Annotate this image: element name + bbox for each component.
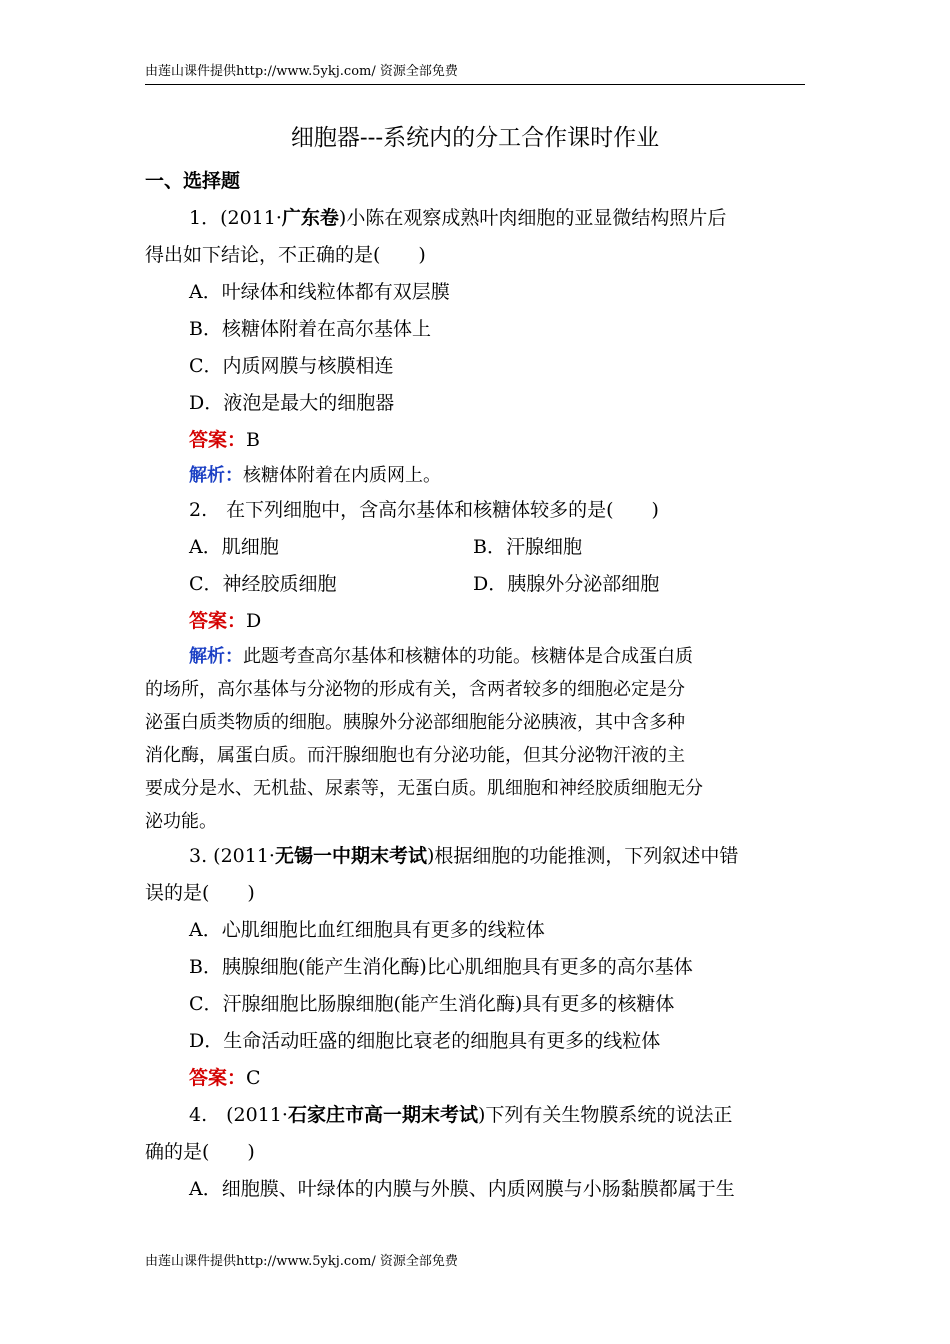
page-header: 由莲山课件提供http://www.5ykj.com/ 资源全部免费 xyxy=(145,62,805,85)
answer-label: 答案： xyxy=(189,610,247,632)
explanation-label: 解析： xyxy=(189,465,243,486)
option-d: D．液泡是最大的细胞器 xyxy=(189,392,395,414)
option-d: D．胰腺外分泌部细胞 xyxy=(473,573,660,595)
question-number: 4. (2011· xyxy=(189,1104,288,1126)
explanation-text: 泌蛋白质类物质的细胞。胰腺外分泌部细胞能分泌胰液，其中含多种 xyxy=(145,712,685,733)
page-title: 细胞器---系统内的分工合作课时作业 xyxy=(290,125,660,151)
option-a: A．细胞膜、叶绿体的内膜与外膜、内质网膜与小肠黏膜都属于生 xyxy=(189,1178,735,1200)
answer xyxy=(145,1060,807,1097)
question-1-stem xyxy=(145,200,807,237)
option-c: C．内质网膜与核膜相连 xyxy=(189,355,394,377)
option-a: A．叶绿体和线粒体都有双层膜 xyxy=(189,281,450,303)
option-a: A．肌细胞 xyxy=(189,536,279,558)
question-1-stem-cont: 得出如下结论，不正确的是( ) xyxy=(145,244,426,266)
page-footer: 由莲山课件提供http://www.5ykj.com/ 资源全部免费 xyxy=(145,1254,458,1269)
option-c: C．汗腺细胞比肠腺细胞(能产生消化酶)具有更多的核糖体 xyxy=(189,993,675,1015)
question-2-stem: 2. 在下列细胞中，含高尔基体和核糖体较多的是( ) xyxy=(189,499,659,521)
explanation-text: 此题考查高尔基体和核糖体的功能。核糖体是合成蛋白质 xyxy=(243,646,693,667)
answer-value: B xyxy=(246,429,260,451)
question-number: 1．(2011· xyxy=(189,207,282,229)
explanation-label: 解析： xyxy=(189,646,243,667)
option-c: C．神经胶质细胞 xyxy=(189,573,337,595)
question-4-stem xyxy=(145,1097,807,1134)
question-text: )小陈在观察成熟叶肉细胞的亚显微结构照片后 xyxy=(338,207,727,229)
question-text: )下列有关生物膜系统的说法正 xyxy=(477,1104,733,1126)
explanation-text: 消化酶，属蛋白质。而汗腺细胞也有分泌功能，但其分泌物汗液的主 xyxy=(145,745,685,766)
answer xyxy=(145,422,807,459)
explanation xyxy=(145,459,807,492)
question-text: )根据细胞的功能推测，下列叙述中错 xyxy=(427,845,739,867)
option-a: A．心肌细胞比血红细胞具有更多的线粒体 xyxy=(189,919,545,941)
option-b: B．胰腺细胞(能产生消化酶)比心肌细胞具有更多的高尔基体 xyxy=(189,956,693,978)
explanation-text: 核糖体附着在内质网上。 xyxy=(243,465,441,486)
question-source: 无锡一中期末考试 xyxy=(274,845,427,867)
question-source: 广东卷 xyxy=(281,207,339,229)
option-d: D．生命活动旺盛的细胞比衰老的细胞具有更多的线粒体 xyxy=(189,1030,661,1052)
answer-value: C xyxy=(246,1067,261,1089)
document-body xyxy=(145,163,807,1208)
answer-label: 答案： xyxy=(189,1067,247,1089)
explanation xyxy=(145,640,807,673)
option-b: B．汗腺细胞 xyxy=(473,536,582,558)
option-b: B．核糖体附着在高尔基体上 xyxy=(189,318,431,340)
option-row xyxy=(145,566,807,603)
option-row xyxy=(145,529,807,566)
question-3-stem-cont: 误的是( ) xyxy=(145,882,255,904)
answer-value: D xyxy=(246,610,262,632)
section-heading: 一、选择题 xyxy=(145,170,241,192)
explanation-text: 泌功能。 xyxy=(145,811,217,832)
question-number: 3. (2011· xyxy=(189,845,275,867)
answer-label: 答案： xyxy=(189,429,247,451)
question-3-stem xyxy=(145,838,807,875)
explanation-text: 的场所，高尔基体与分泌物的形成有关，含两者较多的细胞必定是分 xyxy=(145,679,685,700)
answer xyxy=(145,603,807,640)
explanation-text: 要成分是水、无机盐、尿素等，无蛋白质。肌细胞和神经胶质细胞无分 xyxy=(145,778,703,799)
question-4-stem-cont: 确的是( ) xyxy=(145,1141,255,1163)
question-source: 石家庄市高一期末考试 xyxy=(287,1104,478,1126)
